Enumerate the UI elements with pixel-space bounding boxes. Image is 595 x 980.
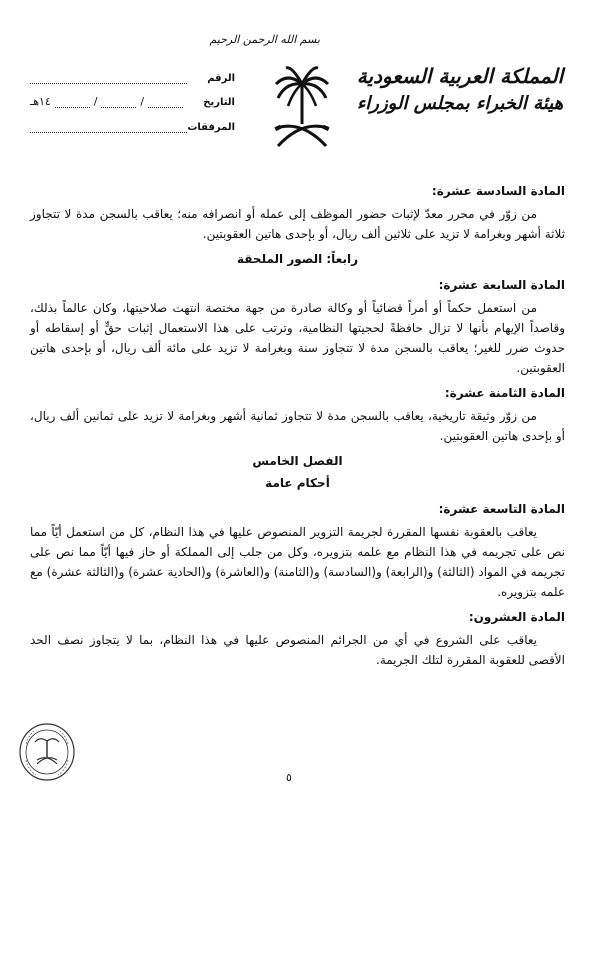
article-18-text: من زوّر وثيقة تاريخية، يعاقب بالسجن مدة لا تتجاوز ثمانية أشهر وبغرامة لا تزيد على ثمانين ألف ريال، أو بإحدى هاتين العقوبتين.: [30, 409, 565, 443]
chapter-5-heading: الفصل الخامس: [252, 454, 343, 468]
article-18-title: المادة الثامنة عشرة:: [444, 386, 565, 400]
reference-line: [30, 71, 187, 84]
date-label: التاريخ: [203, 97, 235, 108]
organization-country: المملكة العربية السعودية: [356, 64, 564, 88]
article-17-text: من استعمل حكماً أو أمراً قضائياً أو وكالة صادرة من جهة مختصة انتهت صلاحيتها، وكان عالماً بذلك، وقاصداً الإيهام بأنها لا تزال حافظةً لحجيتها النظامية، وترتب على هذا الاستعمال إثبات حقٍّ أو إسقاطه أو حدوث ضرر للغير؛ يعاقب بالسجن مدة لا تتجاوز سنة وبغرامة لا تزيد على مائة ألف ريال، أو بإحدى هاتين العقوبتين.: [30, 301, 565, 375]
date-hijri-suffix: ١٤هـ: [29, 95, 51, 108]
date-separator: /: [140, 95, 145, 108]
article-20-title: المادة العشرون:: [468, 610, 565, 624]
chapter-5-subheading: أحكام عامة: [265, 476, 330, 490]
reference-label: الرقم: [207, 73, 235, 84]
date-value: [30, 95, 187, 108]
attachments-line: [30, 120, 187, 133]
page-marker: ٥: [286, 771, 292, 784]
official-seal-stamp-icon: [18, 722, 76, 782]
article-16-title: المادة السادسة عشرة:: [431, 184, 565, 198]
reference-number-field: [30, 66, 235, 84]
basmala: بسم الله الرحمن الرحيم: [209, 33, 320, 46]
section-4-heading: رابعاً: الصور الملحقة: [237, 252, 358, 266]
organization-name: هيئة الخبراء بمجلس الوزراء: [356, 93, 564, 114]
palm-and-swords-emblem-icon: [272, 62, 332, 152]
date-separator: /: [93, 95, 98, 108]
article-17-title: المادة السابعة عشرة:: [438, 278, 565, 292]
attachments-label: المرفقات: [187, 122, 235, 133]
document-body: [30, 176, 565, 674]
article-19-title: المادة التاسعة عشرة:: [438, 502, 565, 516]
article-20-text: يعاقب على الشروع في أي من الجرائم المنصوص عليها في هذا النظام، بما لا يتجاوز نصف الحد الأقصى للعقوبة المقررة لتلك الجريمة.: [30, 633, 565, 667]
article-19-text: يعاقب بالعقوبة نفسها المقررة لجريمة التزوير المنصوص عليها في هذا النظام، كل من استعمل أيّاً مما نص على تجريمه في هذا النظام مع علمه بتزويره، وكل من جلب إلى المملكة أو حاز فيها أيّاً مما نص على تجريمه في المواد (الثالثة) و(الرابعة) و(السادسة) و(الثامنة) و(العاشرة) و(الحادية عشرة) و(الثالثة عشرة) مع علمه بتزويره.: [30, 525, 565, 599]
article-16-text: من زوّر في محرر معدّ لإثبات حضور الموظف إلى عمله أو انصرافه منه؛ يعاقب بالسجن مدة لا تتجاوز ثلاثة أشهر وبغرامة لا تزيد على ثلاثين ألف ريال، أو بإحدى هاتين العقوبتين.: [30, 207, 565, 241]
attachments-field: [30, 115, 235, 133]
date-field: [30, 90, 235, 108]
